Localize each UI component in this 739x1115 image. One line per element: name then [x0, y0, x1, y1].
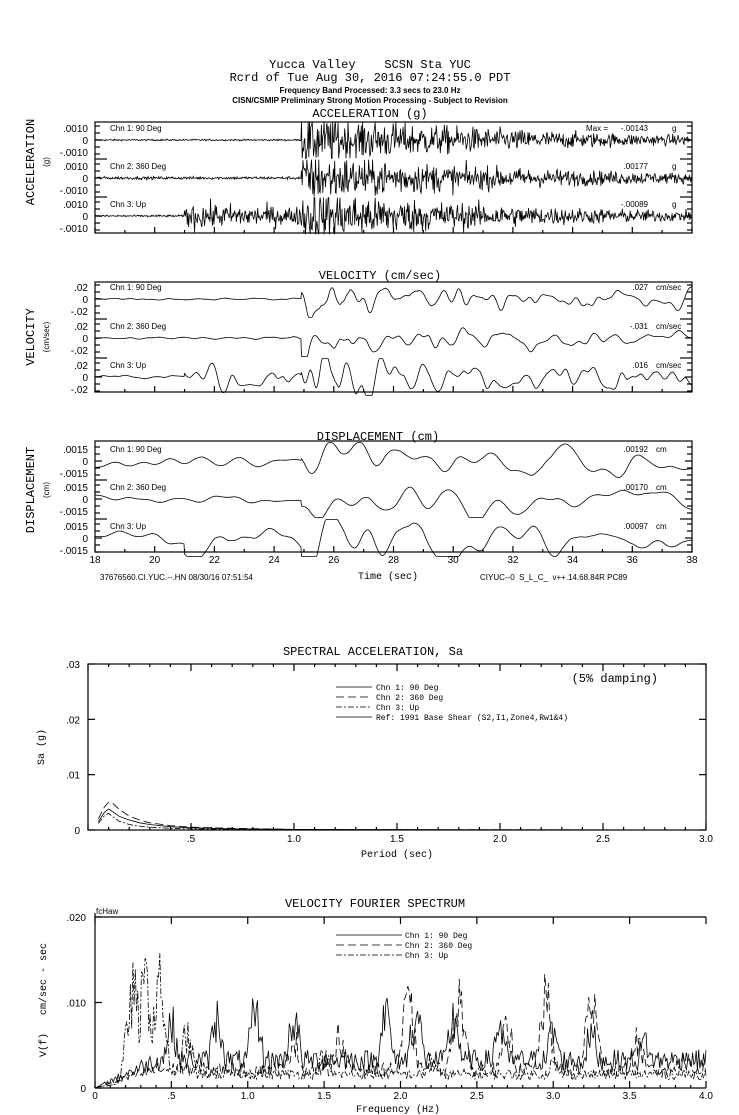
acceleration-title: ACCELERATION (g) — [312, 107, 428, 121]
y-tick-label: 0 — [80, 1084, 86, 1095]
fourier-ylabel: V(f) cm/sec - sec — [39, 942, 50, 1058]
x-tick-label: 3.5 — [622, 1091, 637, 1102]
y-tick-label: 0 — [82, 534, 88, 545]
x-tick-label: 1.5 — [390, 834, 404, 845]
fourier-corner-label: fcHaw — [96, 907, 119, 916]
channel-label: Chn 1: 90 Deg — [110, 445, 162, 454]
y-tick-label: -.02 — [70, 307, 88, 318]
y-tick-label: .0015 — [62, 522, 88, 533]
y-tick-label: .0010 — [62, 124, 88, 135]
velocity-ylabel: VELOCITY — [24, 308, 38, 366]
y-tick-label: .03 — [66, 660, 80, 671]
x-tick-label: 18 — [89, 555, 101, 566]
y-tick-label: -.0015 — [59, 469, 88, 480]
x-tick-label: 22 — [208, 555, 220, 566]
channel-label: Chn 2: 360 Deg — [110, 483, 167, 492]
channel-label: Chn 2: 360 Deg — [110, 322, 167, 331]
y-tick-label: 0 — [82, 212, 88, 223]
channel-max-value: .00170 — [623, 483, 648, 492]
legend-label: Chn 1: 90 Deg — [376, 684, 439, 693]
y-tick-label: -.0015 — [59, 546, 88, 557]
x-tick-label: 3.0 — [546, 1091, 561, 1102]
fourier-xlabel: Frequency (Hz) — [355, 1105, 441, 1115]
channel-max-value: -.031 — [629, 322, 648, 331]
channel-max-value: .00192 — [623, 445, 648, 454]
y-tick-label: -.02 — [70, 346, 88, 357]
legend-label: Chn 1: 90 Deg — [405, 932, 468, 941]
y-tick-label: 0 — [74, 826, 80, 837]
channel-max-unit: cm — [656, 445, 667, 454]
displacement-ylabel: DISPLACEMENT — [24, 446, 38, 534]
x-tick-label: 30 — [447, 555, 459, 566]
y-tick-label: .01 — [66, 770, 80, 782]
channel-max-value: .00097 — [623, 522, 648, 531]
channel-max-unit: cm/sec — [656, 283, 682, 292]
max-prefix: Max = — [586, 124, 609, 133]
channel-label: Chn 3: Up — [110, 200, 147, 209]
record-id: 37676560.CI.YUC.--.HN 08/30/16 07:51:54 — [100, 573, 253, 582]
plot-frame — [95, 441, 692, 552]
y-tick-label: -.0010 — [59, 148, 88, 159]
channel-max-unit: cm — [656, 522, 667, 531]
sa-series-line — [98, 809, 706, 830]
velocity-title: VELOCITY (cm/sec) — [318, 269, 442, 283]
y-tick-label: .02 — [66, 715, 80, 727]
x-tick-label: 20 — [149, 555, 161, 566]
record-time: Rcrd of Tue Aug 30, 2016 07:24:55.0 PDT — [229, 71, 511, 85]
x-tick-label: 4.0 — [699, 1091, 713, 1102]
x-tick-label: 28 — [387, 555, 400, 566]
sa-title: SPECTRAL ACCELERATION, Sa — [282, 645, 464, 659]
legend-label: Chn 2: 360 Deg — [405, 942, 473, 951]
y-tick-label: 0 — [82, 334, 88, 345]
y-tick-label: 0 — [82, 457, 88, 468]
x-tick-label: 2.0 — [493, 834, 507, 845]
channel-max-value: .027 — [632, 283, 648, 292]
y-tick-label: .02 — [74, 283, 88, 294]
x-tick-label: 2.5 — [596, 834, 610, 845]
y-tick-label: .02 — [74, 361, 88, 372]
legend-label: Chn 3: Up — [405, 952, 449, 961]
y-tick-label: .0015 — [62, 483, 88, 494]
x-tick-label: 1.0 — [287, 834, 301, 845]
waveform-trace — [95, 487, 692, 517]
processing-version: CIYUC--0 S_L_C_ v++.14.68.84R PC89 — [480, 573, 628, 582]
x-tick-label: 38 — [686, 555, 698, 566]
legend-label: Chn 2: 360 Deg — [376, 694, 444, 703]
y-tick-label: 0 — [82, 495, 88, 506]
x-tick-label: 32 — [507, 555, 519, 566]
y-tick-label: 0 — [82, 136, 88, 147]
channel-max-value: .00177 — [623, 162, 648, 171]
y-tick-label: 0 — [82, 295, 88, 306]
x-tick-label: 2.0 — [393, 1091, 408, 1102]
x-tick-label: 26 — [328, 555, 340, 566]
legend-label: Ref: 1991 Base Shear (S2,I1,Zone4,Rw1&4) — [376, 714, 569, 723]
sa-series-line — [98, 802, 706, 830]
waveform-trace — [95, 160, 692, 197]
legend-label: Chn 3: Up — [376, 704, 420, 713]
channel-label: Chn 1: 90 Deg — [110, 283, 162, 292]
channel-max-value: -.00143 — [620, 124, 648, 133]
x-tick-label: .5 — [186, 834, 196, 845]
fourier-series-line — [95, 974, 706, 1088]
channel-max-value: -.00089 — [620, 200, 648, 209]
frequency-band: Frequency Band Processed: 3.3 secs to 23.0 Hz — [279, 86, 461, 95]
y-tick-label: -.0015 — [59, 507, 88, 518]
x-tick-label: .5 — [167, 1091, 176, 1102]
displacement-title: DISPLACEMENT (cm) — [316, 430, 440, 444]
channel-label: Chn 3: Up — [110, 361, 147, 370]
channel-max-unit: g — [672, 200, 677, 209]
y-tick-label: -.0010 — [59, 224, 88, 235]
waveform-trace — [95, 287, 692, 318]
x-tick-label: 3.0 — [699, 834, 713, 845]
channel-max-unit: cm — [656, 483, 667, 492]
waveform-trace — [95, 443, 692, 478]
y-tick-label: 0 — [82, 174, 88, 185]
channel-max-unit: cm/sec — [656, 361, 682, 370]
x-tick-label: 0 — [92, 1091, 98, 1102]
y-tick-label: .0010 — [62, 162, 88, 173]
velocity-units: (cm/sec) — [42, 321, 51, 353]
y-tick-label: -.0010 — [59, 186, 88, 197]
x-tick-label: 34 — [567, 555, 579, 566]
processing-note: CISN/CSMIP Preliminary Strong Motion Processing - Subject to Revision — [232, 96, 508, 105]
sa-ylabel: Sa (g) — [37, 728, 48, 766]
x-tick-label: 2.5 — [469, 1091, 484, 1102]
acceleration-units: (g) — [42, 157, 51, 167]
y-tick-label: .0015 — [62, 445, 88, 456]
x-tick-label: 24 — [268, 555, 280, 566]
channel-label: Chn 1: 90 Deg — [110, 124, 162, 133]
x-tick-label: 36 — [626, 555, 638, 566]
fourier-title: VELOCITY FOURIER SPECTRUM — [284, 897, 466, 911]
x-tick-label: 1.5 — [317, 1091, 332, 1102]
channel-max-unit: g — [672, 124, 677, 133]
channel-label: Chn 3: Up — [110, 522, 147, 531]
damping-note: (5% damping) — [571, 672, 658, 686]
station-title: Yucca Valley SCSN Sta YUC — [269, 58, 471, 72]
sa-xlabel: Period (sec) — [360, 850, 434, 861]
y-tick-label: 0 — [82, 373, 88, 384]
y-tick-label: .020 — [66, 913, 86, 924]
y-tick-label: .0010 — [62, 200, 88, 211]
y-tick-label: .02 — [74, 322, 88, 333]
channel-max-unit: cm/sec — [656, 322, 682, 331]
time-axis-label: Time (sec) — [357, 572, 419, 583]
y-tick-label: .010 — [66, 998, 86, 1010]
acceleration-ylabel: ACCELERATION — [24, 118, 38, 206]
channel-max-unit: g — [672, 162, 677, 171]
displacement-units: (cm) — [42, 482, 51, 498]
channel-label: Chn 2: 360 Deg — [110, 162, 167, 171]
waveform-trace — [95, 328, 692, 357]
y-tick-label: -.02 — [70, 385, 88, 396]
x-tick-label: 1.0 — [240, 1091, 255, 1102]
channel-max-value: .016 — [632, 361, 648, 370]
